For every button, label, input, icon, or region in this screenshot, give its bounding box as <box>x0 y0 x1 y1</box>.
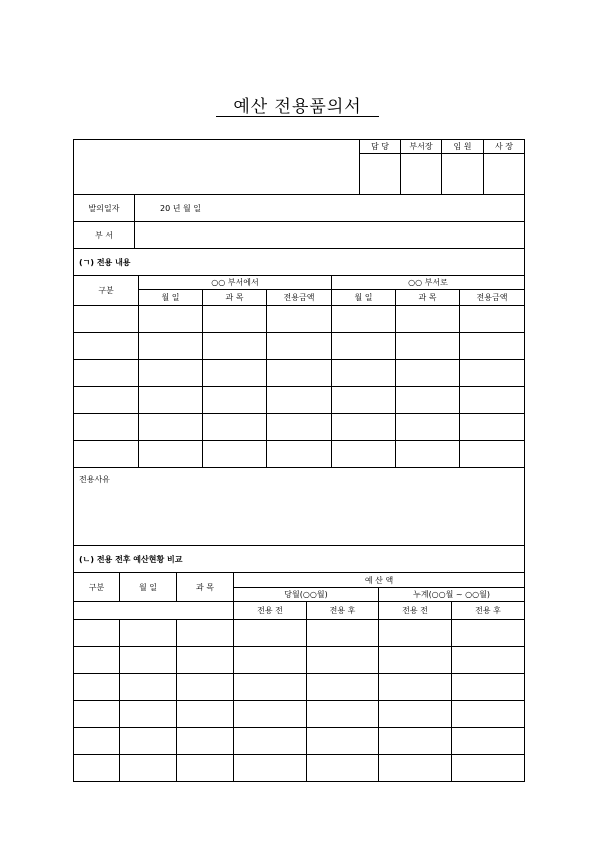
input-cell[interactable] <box>307 701 379 728</box>
input-cell[interactable] <box>332 333 396 360</box>
input-cell[interactable] <box>452 647 525 674</box>
title-underline <box>216 116 379 117</box>
input-cell[interactable] <box>234 620 307 647</box>
after-header: 전용 후 <box>452 602 525 620</box>
input-cell[interactable] <box>452 728 525 755</box>
input-cell[interactable] <box>379 647 452 674</box>
input-cell[interactable] <box>379 755 452 782</box>
subject-header: 과 목 <box>203 290 267 306</box>
before-header: 전용 전 <box>234 602 307 620</box>
input-cell[interactable] <box>332 360 396 387</box>
subject-header: 과 목 <box>177 573 234 602</box>
section2-title: (ㄴ) 전용 전후 예산현황 비교 <box>74 546 525 573</box>
date-label: 발의일자 <box>74 195 135 222</box>
month-day-header: 월 일 <box>332 290 396 306</box>
input-cell[interactable] <box>379 728 452 755</box>
reason-field[interactable]: 전용사유 <box>74 468 525 546</box>
input-cell[interactable] <box>460 387 525 414</box>
dept-label: 부 서 <box>74 222 135 249</box>
table-row <box>74 620 525 647</box>
input-cell[interactable] <box>234 701 307 728</box>
input-cell[interactable] <box>460 441 525 468</box>
input-cell[interactable] <box>396 306 460 333</box>
input-cell[interactable] <box>460 414 525 441</box>
input-cell[interactable] <box>203 414 267 441</box>
input-cell[interactable] <box>267 387 332 414</box>
input-cell[interactable] <box>460 360 525 387</box>
input-cell[interactable] <box>379 701 452 728</box>
table-row <box>74 755 525 782</box>
input-cell[interactable] <box>139 387 203 414</box>
input-cell[interactable] <box>267 306 332 333</box>
amount-header: 전용금액 <box>267 290 332 306</box>
month-day-header: 월 일 <box>139 290 203 306</box>
input-cell[interactable] <box>307 674 379 701</box>
input-cell[interactable] <box>452 674 525 701</box>
input-cell[interactable] <box>267 441 332 468</box>
transfer-table <box>73 248 525 546</box>
input-cell[interactable] <box>203 306 267 333</box>
input-cell[interactable] <box>120 728 177 755</box>
comparison-rows <box>74 620 525 782</box>
transfer-rows <box>74 306 525 468</box>
table-row <box>74 414 525 441</box>
table-row <box>74 701 525 728</box>
input-cell[interactable] <box>267 333 332 360</box>
input-cell[interactable] <box>203 387 267 414</box>
input-cell[interactable] <box>307 728 379 755</box>
input-cell[interactable] <box>120 674 177 701</box>
input-cell[interactable] <box>74 360 139 387</box>
input-cell[interactable] <box>203 333 267 360</box>
budget-header: 예 산 액 <box>234 573 525 588</box>
header-table <box>73 139 525 249</box>
input-cell[interactable] <box>267 360 332 387</box>
input-cell[interactable] <box>177 647 234 674</box>
month-day-header: 월 일 <box>120 573 177 602</box>
input-cell[interactable] <box>74 647 120 674</box>
blank-area <box>74 140 360 195</box>
input-cell[interactable] <box>74 387 139 414</box>
input-cell[interactable] <box>307 755 379 782</box>
input-cell[interactable] <box>177 728 234 755</box>
input-cell[interactable] <box>332 306 396 333</box>
table-row <box>74 647 525 674</box>
date-field[interactable]: 20 년 월 일 <box>135 195 525 222</box>
input-cell[interactable] <box>203 360 267 387</box>
input-cell[interactable] <box>332 414 396 441</box>
gubun-header: 구분 <box>74 573 120 602</box>
approval-label: 사 장 <box>484 140 525 154</box>
dept-field[interactable] <box>135 222 525 249</box>
approval-label: 담 당 <box>360 140 401 154</box>
input-cell[interactable] <box>139 441 203 468</box>
table-row <box>74 674 525 701</box>
approval-sign-box[interactable] <box>401 154 442 195</box>
input-cell[interactable] <box>234 755 307 782</box>
current-month-header: 당월(○○월) <box>234 588 379 602</box>
after-header: 전용 후 <box>307 602 379 620</box>
input-cell[interactable] <box>452 755 525 782</box>
input-cell[interactable] <box>452 701 525 728</box>
input-cell[interactable] <box>120 755 177 782</box>
table-row <box>74 360 525 387</box>
input-cell[interactable] <box>379 620 452 647</box>
approval-sign-box[interactable] <box>442 154 484 195</box>
table-row <box>74 333 525 360</box>
comparison-table <box>73 545 525 782</box>
input-cell[interactable] <box>177 674 234 701</box>
input-cell[interactable] <box>74 755 120 782</box>
input-cell[interactable] <box>234 674 307 701</box>
input-cell[interactable] <box>177 620 234 647</box>
table-row <box>74 441 525 468</box>
input-cell[interactable] <box>177 701 234 728</box>
approval-sign-box[interactable] <box>360 154 401 195</box>
input-cell[interactable] <box>74 306 139 333</box>
input-cell[interactable] <box>177 755 234 782</box>
input-cell[interactable] <box>74 674 120 701</box>
approval-sign-box[interactable] <box>484 154 525 195</box>
input-cell[interactable] <box>139 414 203 441</box>
input-cell[interactable] <box>307 647 379 674</box>
input-cell[interactable] <box>120 620 177 647</box>
input-cell[interactable] <box>234 647 307 674</box>
input-cell[interactable] <box>139 333 203 360</box>
input-cell[interactable] <box>74 441 139 468</box>
input-cell[interactable] <box>234 728 307 755</box>
input-cell[interactable] <box>396 333 460 360</box>
input-cell[interactable] <box>120 647 177 674</box>
subject-header: 과 목 <box>396 290 460 306</box>
approval-label: 임 원 <box>442 140 484 154</box>
input-cell[interactable] <box>74 333 139 360</box>
page-title: 예산 전용품의서 <box>233 97 362 117</box>
before-header: 전용 전 <box>379 602 452 620</box>
input-cell[interactable] <box>332 441 396 468</box>
input-cell[interactable] <box>379 674 452 701</box>
table-row <box>74 728 525 755</box>
input-cell[interactable] <box>460 306 525 333</box>
input-cell[interactable] <box>267 414 332 441</box>
input-cell[interactable] <box>396 387 460 414</box>
amount-header: 전용금액 <box>460 290 525 306</box>
input-cell[interactable] <box>396 360 460 387</box>
input-cell[interactable] <box>74 701 120 728</box>
approval-label: 부서장 <box>401 140 442 154</box>
input-cell[interactable] <box>74 728 120 755</box>
input-cell[interactable] <box>332 387 396 414</box>
gubun-header: 구분 <box>74 276 139 306</box>
section1-title: (ㄱ) 전용 내용 <box>74 249 525 276</box>
to-dept-header: ○○ 부서로 <box>332 276 525 290</box>
input-cell[interactable] <box>74 620 120 647</box>
input-cell[interactable] <box>460 333 525 360</box>
input-cell[interactable] <box>139 360 203 387</box>
input-cell[interactable] <box>452 620 525 647</box>
from-dept-header: ○○ 부서에서 <box>139 276 332 290</box>
input-cell[interactable] <box>139 306 203 333</box>
input-cell[interactable] <box>74 414 139 441</box>
input-cell[interactable] <box>307 620 379 647</box>
table-row <box>74 306 525 333</box>
input-cell[interactable] <box>203 441 267 468</box>
table-row <box>74 387 525 414</box>
cumulative-header: 누계(○○월 ~ ○○월) <box>379 588 525 602</box>
input-cell[interactable] <box>396 441 460 468</box>
input-cell[interactable] <box>396 414 460 441</box>
blank-cell <box>74 602 234 620</box>
input-cell[interactable] <box>120 701 177 728</box>
